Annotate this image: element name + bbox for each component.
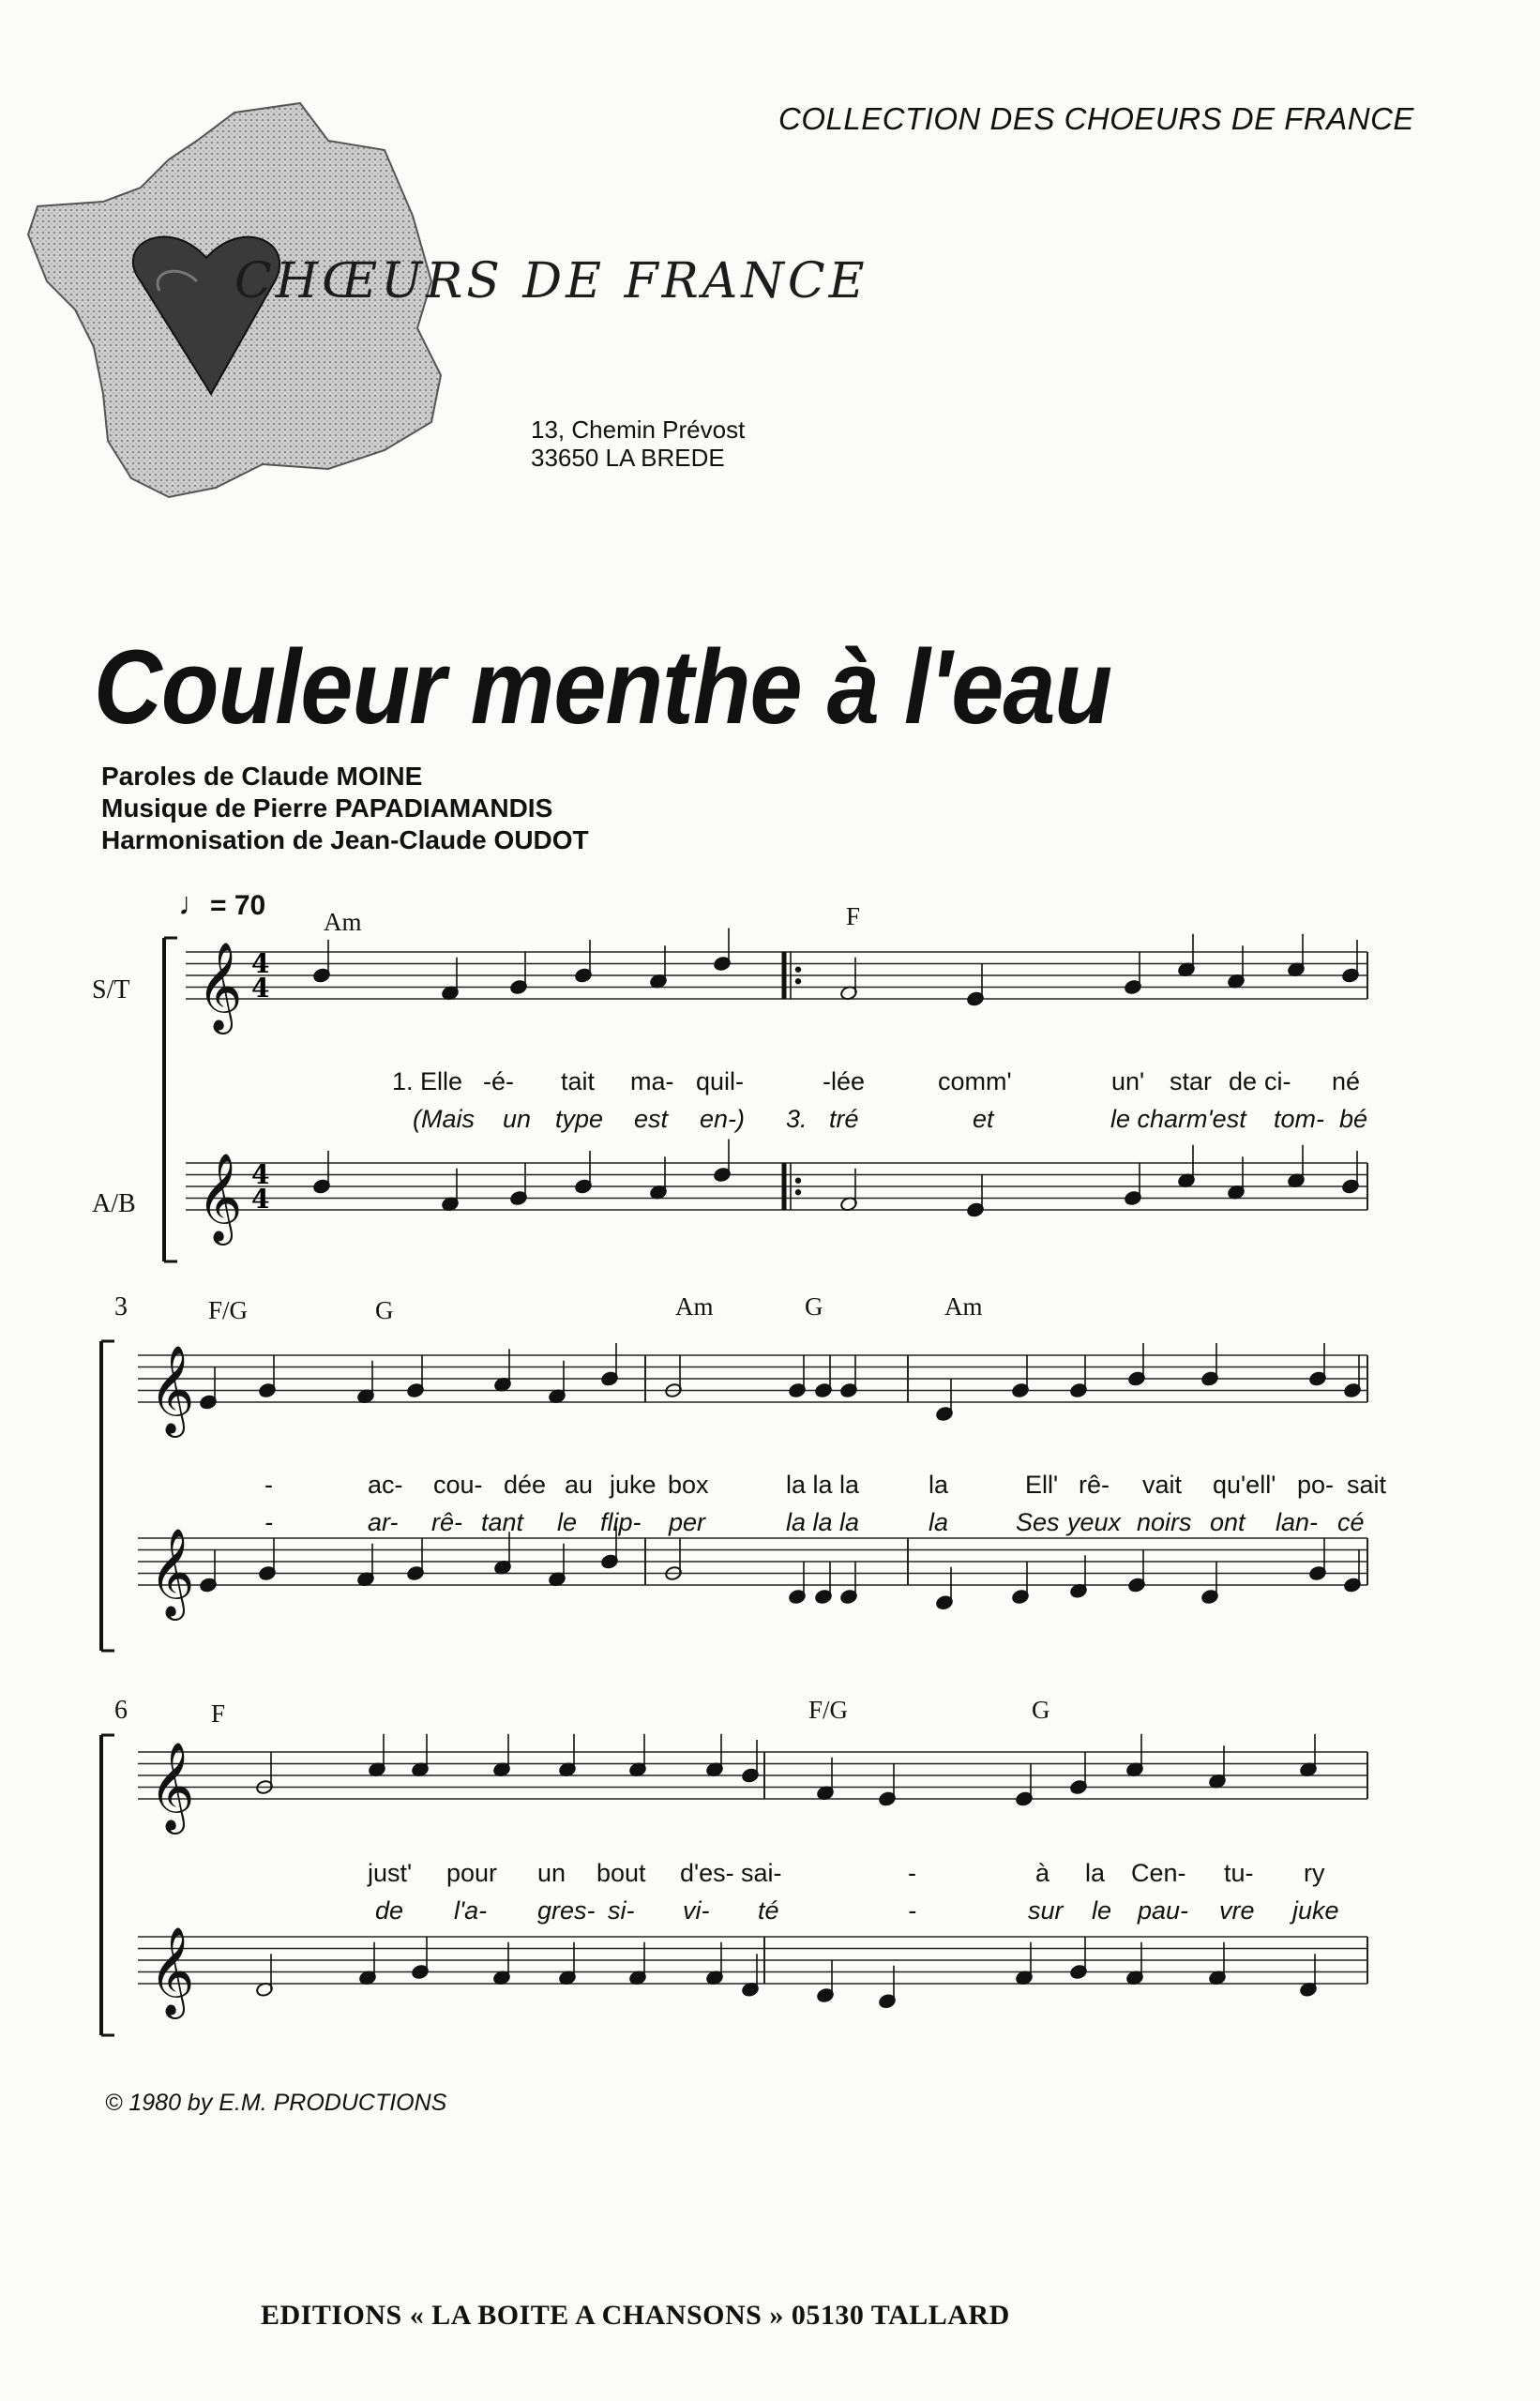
publisher-footer: EDITIONS « LA BOITE A CHANSONS » 05130 TALLARD [261,2300,1010,2331]
lyric-syllable: au [565,1471,594,1499]
treble-clef: 𝄞 [149,1528,195,1617]
address-street: 13, Chemin Prévost [531,415,746,444]
chord-symbol: F [211,1699,226,1728]
lyric-syllable: comm' [938,1067,1012,1095]
staff-label-upper: S/T [92,975,130,1004]
lyric-syllable: rê- [431,1508,462,1536]
lyric-syllable: un [503,1105,532,1133]
lyric-syllable: flip- [600,1508,642,1536]
lyric-syllable: -lée [823,1067,866,1095]
lyric-syllable: ar- [368,1508,399,1536]
lyric-syllable: si- [608,1896,635,1925]
chord-symbol: F/G [208,1296,249,1324]
lyric-syllable: noirs [1137,1508,1192,1536]
treble-clef: 𝄞 [197,1153,243,1242]
staff [138,1355,1367,1402]
lyric-syllable: cou- [433,1471,483,1499]
lyric-syllable: juke [610,1471,657,1499]
lyric-syllable: box [668,1471,709,1499]
lyric-syllable: de [1229,1067,1258,1095]
repeat-dot [795,978,801,984]
lyric-syllable: tom- [1274,1105,1324,1133]
measure-number: 3 [114,1292,128,1321]
lyric-syllable: té [758,1896,779,1925]
time-signature: 4 [251,1159,270,1190]
lyric-syllable: et [973,1105,994,1133]
lyric-syllable: (Mais [413,1105,475,1133]
lyric-syllable: la [929,1508,949,1536]
lyric-syllable: né [1332,1067,1361,1095]
lyric-syllable: ont [1210,1508,1246,1536]
chord-symbol: G [1032,1696,1050,1724]
lyric-syllable: star [1170,1067,1213,1095]
lyric-syllable: en-) [700,1105,746,1133]
lyric-syllable: dée [504,1471,547,1499]
staff-label-lower: A/B [92,1189,136,1218]
lyric-syllable: un' [1111,1067,1145,1095]
lyric-syllable: le [557,1508,578,1536]
lyric-syllable: le [1092,1896,1112,1925]
lyric-syllable: tait [561,1067,596,1095]
lyric-syllable: est [634,1105,669,1133]
lyric-syllable: un [537,1859,566,1887]
lyric-syllable: - [264,1471,273,1499]
lyric-syllable: sait [1347,1471,1387,1499]
chord-symbol: F [846,902,861,930]
lyric-syllable: just' [368,1859,413,1887]
staff [186,1163,1367,1210]
lyric-syllable: la [1085,1859,1106,1887]
lyric-syllable: bout [596,1859,646,1887]
lyric-syllable: d'es- [680,1859,734,1887]
lyric-syllable: Ell' [1025,1471,1059,1499]
lyric-syllable: lan- [1276,1508,1319,1536]
lyric-syllable: per [669,1508,706,1536]
lyric-syllable: vre [1219,1896,1255,1925]
lyric-syllable: po- [1297,1471,1335,1499]
lyric-syllable: juke [1292,1896,1339,1925]
lyric-syllable: yeux [1067,1508,1122,1536]
treble-clef: 𝄞 [149,1345,195,1434]
lyric-syllable: cé [1337,1508,1365,1536]
chord-symbol: Am [944,1292,983,1321]
lyric-syllable: pau- [1138,1896,1189,1925]
logo-text: CHŒURS DE FRANCE [234,253,868,310]
lyric-syllable: de [375,1896,404,1925]
time-signature: 4 [251,1184,270,1215]
lyric-syllable: 3. [786,1105,808,1133]
lyric-syllable: sur [1028,1896,1064,1925]
lyrics-credit: Paroles de Claude MOINE [101,762,423,791]
lyric-syllable: la la la [786,1508,860,1536]
lyric-syllable: à [1035,1859,1050,1887]
copyright-notice: © 1980 by E.M. PRODUCTIONS [105,2090,447,2116]
lyric-syllable: qu'ell' [1213,1471,1276,1499]
address-city: 33650 LA BREDE [531,444,725,472]
chord-symbol: G [375,1296,394,1324]
tempo-value: = 70 [210,890,266,921]
lyric-syllable: ci- [1264,1067,1291,1095]
chord-symbol: Am [675,1292,714,1321]
chord-symbol: G [805,1292,823,1321]
lyric-syllable: sai- [741,1859,782,1887]
chord-symbol: Am [324,908,362,936]
collection-title: COLLECTION DES CHOEURS DE FRANCE [778,101,1414,136]
lyric-syllable: la la la [786,1471,860,1499]
lyric-syllable: la [929,1471,949,1499]
staff [138,1538,1367,1585]
lyric-syllable: Cen- [1131,1859,1186,1887]
lyric-syllable: - [908,1859,916,1887]
song-title: Couleur menthe à l'eau [94,628,1112,746]
lyric-syllable: tant [481,1508,524,1536]
time-signature: 4 [251,973,270,1004]
lyric-syllable: pour [446,1859,498,1887]
lyric-syllable: ac- [368,1471,403,1499]
treble-clef: 𝄞 [149,1926,195,2016]
lyric-syllable: tu- [1224,1859,1254,1887]
staff [138,1937,1367,1984]
lyric-syllable: type [555,1105,604,1133]
lyric-syllable: vi- [683,1896,710,1925]
lyric-syllable: tré [829,1105,859,1133]
lyric-syllable: gres- [537,1896,596,1925]
lyric-syllable: - [264,1508,273,1536]
harmony-credit: Harmonisation de Jean-Claude OUDOT [101,825,589,854]
repeat-dot [795,967,801,973]
lyric-syllable: rê- [1079,1471,1110,1499]
music-credit: Musique de Pierre PAPADIAMANDIS [101,793,553,823]
lyric-syllable: vait [1142,1471,1183,1499]
lyric-syllable: ma- [630,1067,674,1095]
chord-symbol: F/G [808,1696,849,1724]
lyric-syllable: l'a- [454,1896,488,1925]
treble-clef: 𝄞 [149,1742,195,1831]
lyric-syllable: quil- [696,1067,745,1095]
lyric-syllable: -é- [483,1067,514,1095]
lyric-syllable: Ses [1016,1508,1060,1536]
lyric-syllable: 1. Elle [392,1067,463,1095]
lyric-syllable: - [908,1896,916,1925]
staff [186,952,1367,999]
measure-number: 6 [114,1696,128,1725]
lyric-syllable: ry [1304,1859,1325,1887]
lyric-syllable: le charm'est [1110,1105,1246,1133]
treble-clef: 𝄞 [197,942,243,1031]
repeat-dot [795,1189,801,1195]
lyric-syllable: bé [1339,1105,1368,1133]
tempo-marking: ♩= 70 [178,886,266,922]
repeat-dot [795,1178,801,1184]
time-signature: 4 [251,948,270,979]
